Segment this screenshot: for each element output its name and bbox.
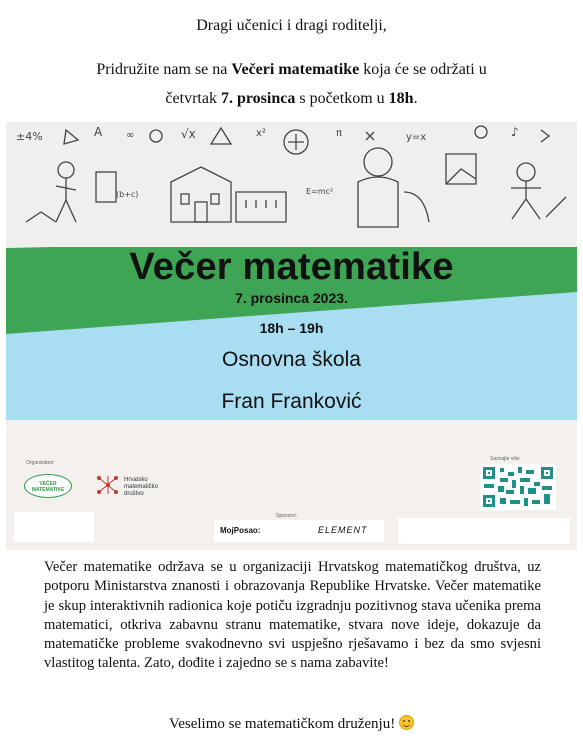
vecer-matematike-logo [24,474,72,498]
organizers-label: Organizatori: [26,460,55,466]
hmd-logo-icon [96,474,122,496]
math-doodles-illustration [6,122,577,247]
greeting-line: Dragi učenici i dragi roditelji, [196,17,387,34]
smiley-icon [399,715,414,730]
school-name-line2: Fran Franković [221,390,362,413]
school-name-line1: Osnovna škola [222,348,361,371]
poster-title: Večer matematike [129,246,454,288]
svg-text:y=x: y=x [406,132,427,143]
sponsor-element-logo: ELEMENT [318,525,368,535]
poster-date: 7. prosinca 2023. [235,290,348,306]
poster-time: 18h – 19h [259,320,324,336]
date-line: četvrtak 7. prosinca s početkom u 18h. [165,90,418,107]
hmd-logo-text: Hrvatsko matematičko društvo [124,477,159,497]
more-info-label: Saznajte više [490,456,520,462]
event-time: 18h [388,90,414,107]
qr-code-icon[interactable] [480,464,556,510]
sponsor-mojposao-logo: MojPosao: [220,526,261,535]
svg-text:(b+c): (b+c) [116,190,139,199]
svg-text:±4%: ±4% [16,130,43,143]
svg-text:E=mc²: E=mc² [306,187,334,196]
event-name: Večeri matematike [231,61,360,78]
closing-line: Veselimo se matematičkom druženju! [0,715,583,733]
svg-text:π: π [336,128,343,139]
svg-text:∞: ∞ [126,130,135,141]
description-paragraph: Večer matematike održava se u organizaciji Hrvatskog matematičkog društva, uz potporu Ministarstva znanosti i obrazovanja Republike Hrvatske. Večer matematike je skup interaktivnih radionica koje potiču izgradnju pozitivnog stava učenika prema matematici, otkriva zabavnu stranu matematike, stvara nove ideje, dokazuje da matematičke probleme svakodnevno svi uspješno rješavamo i bez da smo svjesni vlastitog talenta. Zato, dođite i zajedno se s nama zabavite! [44,559,541,672]
svg-text:♪: ♪ [511,125,519,139]
event-date: 7. prosinca [220,90,296,107]
vecer-logo-text: VEČER MATEMATIKE [31,481,65,493]
sponsor-blank-left [14,512,94,542]
svg-text:x²: x² [256,128,266,139]
svg-text:A: A [94,125,103,139]
sponsors-label: Sponzori: [276,513,298,519]
invitation-line: Pridružite nam se na Večeri matematike koja će se održati u [96,61,487,78]
svg-text:√x: √x [181,127,196,141]
sponsor-blank-right [398,518,570,544]
event-poster [6,122,577,550]
